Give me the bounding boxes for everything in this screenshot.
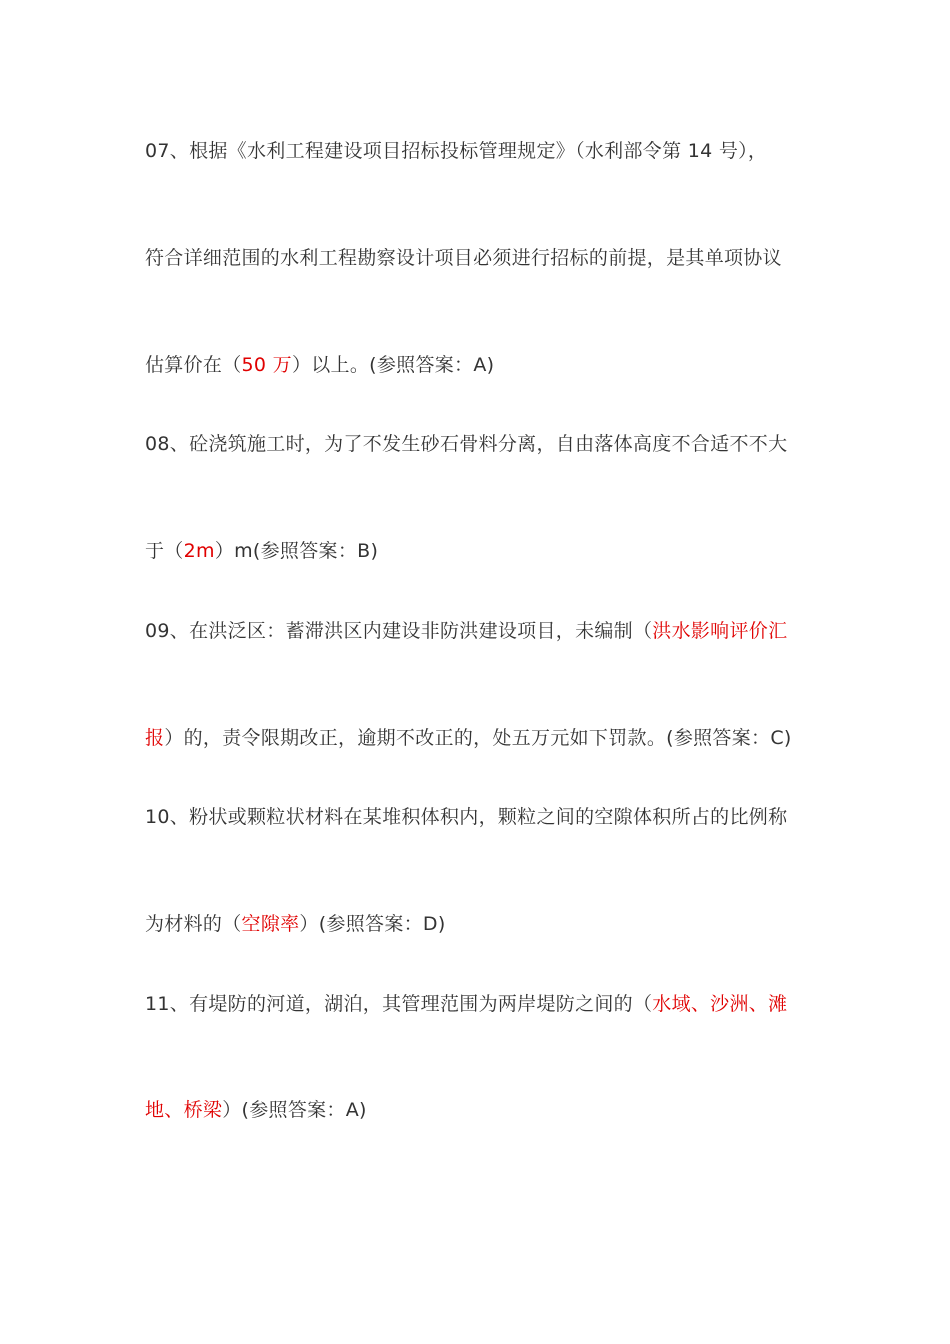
question-10-line-1 [145,804,810,830]
question-07-text: 07、根据《水利工程建设项目招标投标管理规定》（水利部令第 14 号）， [145,140,768,162]
question-09-answer: 报 [145,727,165,749]
question-07-line-3 [145,352,810,378]
question-09-reference: ）的，责令限期改正，逾期不改正的，处五万元如下罚款。(参照答案：C) [164,727,792,749]
question-09-line-1 [145,618,810,644]
question-09-text: 09、在洪泛区：蓄滞洪区内建设非防洪建设项目，未编制（ [145,620,653,642]
question-11-line-2 [145,1097,810,1123]
question-08-line-1 [145,431,810,457]
question-07-line-2 [145,245,810,271]
question-08-text: 于（ [145,540,184,562]
question-10-answer: 空隙率 [241,913,300,935]
question-09-line-2 [145,725,810,751]
question-09-answer: 洪水影响评价汇 [652,620,788,642]
question-11-line-1 [145,991,810,1017]
question-10-text: 为材料的（ [145,913,242,935]
question-08-line-2 [145,538,810,564]
question-08-text: 08、砼浇筑施工时，为了不发生砂石骨料分离，自由落体高度不合适不不大 [145,433,788,455]
question-07-text: 符合详细范围的水利工程勘察设计项目必须进行招标的前提，是其单项协议 [145,247,782,269]
question-07-line-1 [145,138,810,164]
question-07-text: 估算价在（ [145,354,242,376]
question-07-reference: ）以上。(参照答案：A) [291,354,495,376]
question-07-answer: 50 万 [241,354,292,376]
question-11-answer: 水域、沙洲、滩 [652,993,788,1015]
question-08-answer: 2m [183,540,215,562]
question-10-reference: ）(参照答案：D) [299,913,446,935]
question-10-line-2 [145,911,810,937]
question-11-text: 11、有堤防的河道，湖泊，其管理范围为两岸堤防之间的（ [145,993,653,1015]
question-10-text: 10、粉状或颗粒状材料在某堆积体积内，颗粒之间的空隙体积所占的比例称 [145,806,788,828]
question-08-reference: ）m(参照答案：B) [214,540,379,562]
question-11-answer: 地、桥梁 [145,1099,223,1121]
question-11-reference: ）(参照答案：A) [222,1099,367,1121]
